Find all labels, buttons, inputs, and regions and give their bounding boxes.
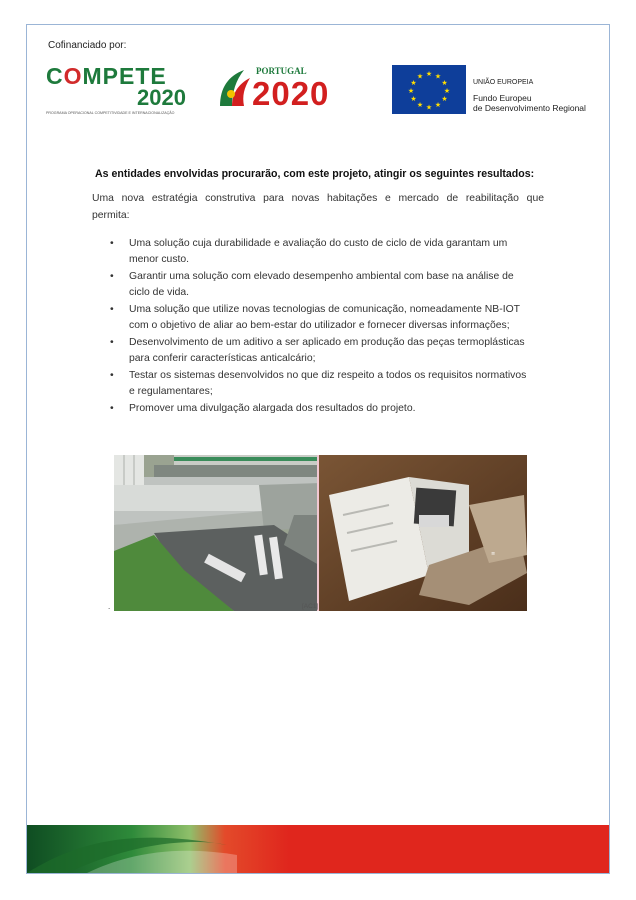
footer-decoration — [27, 825, 609, 873]
comment-marker: [AC1] — [302, 603, 319, 610]
portugal-2020-logo — [218, 64, 364, 116]
eu-flag-icon — [392, 65, 466, 114]
stray-period: . — [108, 602, 111, 611]
bullet-icon: • — [110, 238, 114, 249]
eu-label: UNIÃO EUROPEIA — [473, 79, 534, 86]
intro-paragraph — [92, 190, 544, 224]
brochures-photo — [319, 455, 527, 611]
list-item: • Uma solução que utilize novas tecnologias de comunicação, nomeadamente NB-IOT com o objetivo de aliar ao bem-estar do utilizador e fornecer diversas informações; — [110, 304, 521, 331]
bullet-icon: • — [110, 304, 114, 315]
eu-fund-label: Fundo Europeu — [473, 93, 532, 103]
page-frame — [26, 24, 610, 874]
list-item: • Desenvolvimento de um aditivo a ser aplicado em produção das peças termoplásticas para conferir características anticalcário; — [110, 337, 525, 364]
intro-line-1: Uma nova estratégia construtiva para novas habitações e mercado de reabilitação que — [92, 193, 544, 204]
svg-text:★: ★ — [410, 79, 417, 87]
svg-text:★: ★ — [443, 87, 451, 95]
svg-text:★: ★ — [416, 72, 424, 81]
portugal-emblem-icon — [218, 68, 252, 108]
list-item: • Testar os sistemas desenvolvidos no que diz respeito a todos os requisitos normativos e regulamentares; — [110, 370, 527, 397]
eu-fund-label-2: de Desenvolvimento Regional — [473, 103, 586, 113]
bullet-icon: • — [110, 271, 114, 282]
svg-text:★: ★ — [425, 103, 433, 112]
bullet-icon: • — [110, 337, 114, 348]
portugal-wordmark: PORTUGAL — [256, 66, 307, 76]
list-item: • Promover uma divulgação alargada dos resultados do projeto. — [108, 401, 548, 417]
svg-text:★: ★ — [425, 70, 433, 78]
svg-text:★: ★ — [434, 72, 442, 81]
list-item: • Garantir uma solução com elevado desempenho ambiental com base na análise de ciclo de vida. — [110, 271, 514, 298]
svg-text:★: ★ — [441, 95, 448, 103]
svg-text:★: ★ — [434, 101, 442, 109]
svg-text:★: ★ — [441, 79, 448, 87]
compete-wordmark: COMPETE — [46, 63, 167, 89]
compete-2020-logo — [46, 64, 188, 118]
svg-text:≡: ≡ — [491, 551, 496, 557]
cofinanciado-label: Cofinanciado por: — [48, 40, 127, 51]
intro-line-2: permita: — [92, 210, 130, 221]
results-list — [108, 236, 548, 418]
bullet-icon: • — [110, 403, 114, 414]
svg-text:★: ★ — [416, 101, 424, 109]
bullet-icon: • — [110, 370, 114, 381]
svg-text:★: ★ — [407, 87, 415, 95]
compete-subtitle: PROGRAMA OPERACIONAL COMPETITIVIDADE E INTERNACIONALIZAÇÃO — [46, 111, 175, 115]
portugal-year: 2020 — [252, 75, 330, 112]
factory-aerial-photo — [114, 455, 319, 611]
svg-text:★: ★ — [410, 95, 417, 103]
list-item: • Uma solução cuja durabilidade e avaliação do custo de ciclo de vida garantam um menor custo. — [110, 238, 508, 265]
compete-year: 2020 — [137, 85, 186, 110]
results-heading: As entidades envolvidas procurarão, com este projeto, atingir os seguintes resultados: — [95, 168, 535, 180]
